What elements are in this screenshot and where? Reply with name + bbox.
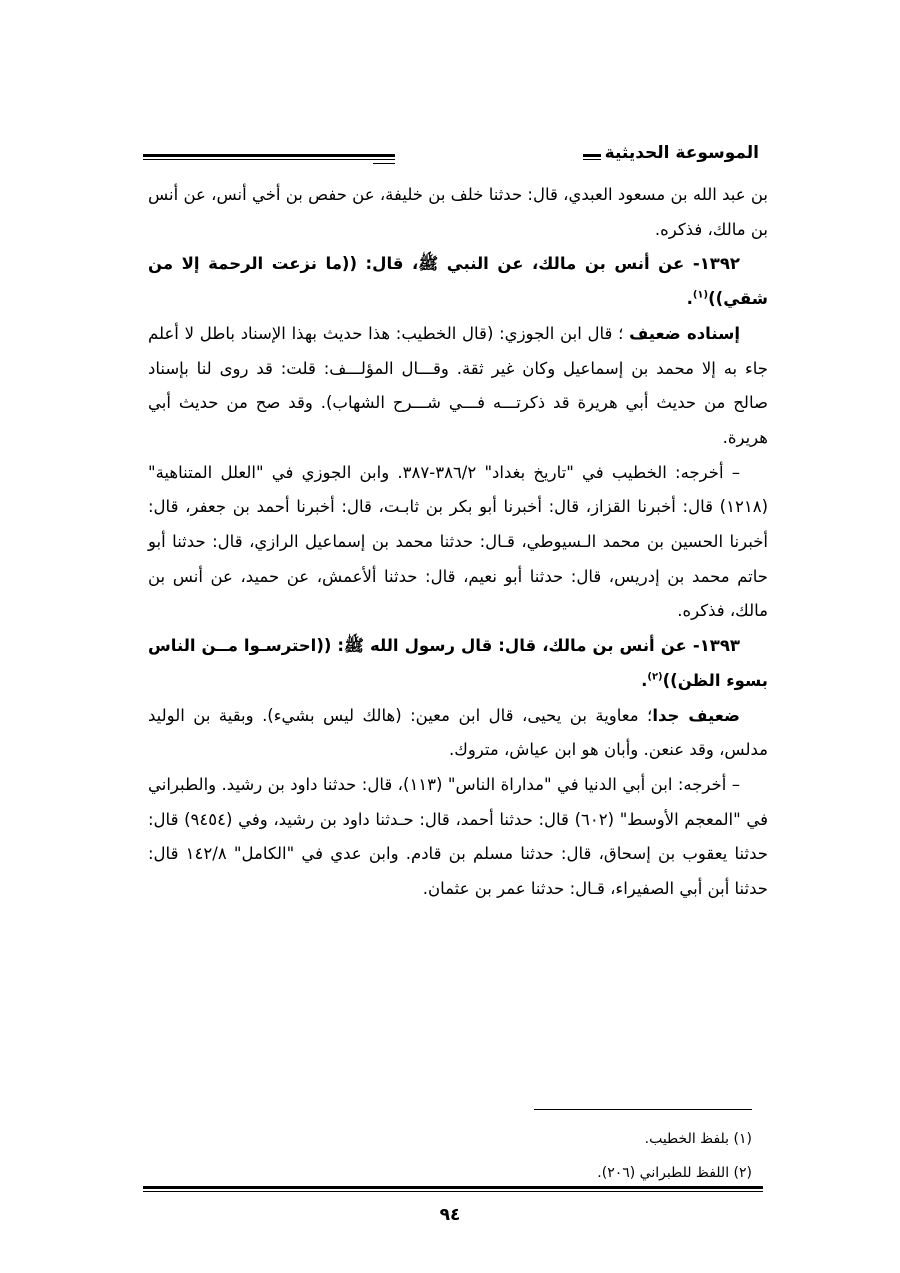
footnote-item: [132, 1156, 752, 1190]
footnote-marker: (١): [733, 1131, 752, 1147]
grading-label: إسناده ضعيف: [629, 323, 740, 343]
grading-paragraph: [148, 317, 768, 456]
paragraph-text: بن عبد الله بن مسعود العبدي، قال: حدثنا خلف بن خليفة، عن حفص بن أخي أنس، عن أنس بن مالك، فذكره.: [148, 185, 768, 239]
paragraph-continuation: [148, 178, 768, 247]
footnote-marker: (٢): [733, 1165, 752, 1181]
grading-paragraph: [148, 699, 768, 768]
main-text: [148, 178, 768, 907]
footnote-item: [132, 1122, 752, 1156]
takhrij-paragraph: [148, 456, 768, 630]
hadith-text: ١٣٩٣- عن أنس بن مالك، قال: قال رسول الله ﷺ: ((احترسـوا مــن الناس بسوء الظن)): [148, 636, 768, 690]
hadith-end: .: [686, 289, 693, 309]
header-rule-left-segment: [373, 154, 395, 164]
page-number: ٩٤: [439, 1205, 461, 1225]
footnote-ref[interactable]: (١): [692, 289, 709, 301]
header-title: الموسوعة الحديثية: [601, 140, 763, 166]
takhrij-text: – أخرجه: الخطيب في "تاريخ بغداد" ٣٨٦/٢-٣٨٧. وابن الجوزي في "العلل المتناهية" (١٢١٨) قال: أخبرنا القزاز، قال: أخبرنا أبو بكر بن ثابـت، قال: أخبرنا أحمد بن جعفر، قال: أخبرنا الحسين بن محمد الـسيوطي، قـال: حدثنا محمد بن إسماعيل الرازي، قال: حدثنا أبو حاتم محمد بن إدريس، قال: حدثنا أبو نعيم، قال: حدثنا ألأعمش، عن حميد، عن أنس بن مالك، فذكره.: [148, 462, 768, 621]
footnote-text: اللفظ للطبراني (٢٠٦).: [597, 1165, 734, 1181]
footnote-separator: [534, 1109, 752, 1110]
footnote-ref[interactable]: (٢): [647, 671, 663, 683]
hadith-end: .: [641, 670, 648, 690]
grading-label: ضعيف جدا: [652, 705, 740, 725]
takhrij-text: – أخرجه: ابن أبي الدنيا في "مداراة الناس" (١١٣)، قال: حدثنا داود بن رشيد. والطبراني في "المعجم الأوسط" (٦٠٢) قال: حدثنا أحمد، قال: حـدثنا داود بن رشيد، وفي (٩٤٥٤) قال: حدثنا يعقوب بن إسحاق، قال: حدثنا مسلم بن قادم. وابن عدي في "الكامل" ١٤٢/٨ قال: حدثنا أبن أبي الصفيراء، قـال: حدثنا عمر بن عثمان.: [148, 774, 768, 899]
grading-text: ؛ معاوية بن يحيى، قال ابن معين: (هالك ليس بشيء). وبقية بن الوليد مدلس، وقد عنعن. وأبان هو ابن عياش، متروك.: [148, 705, 768, 760]
takhrij-paragraph: [148, 768, 768, 907]
grading-text: ؛ قال ابن الجوزي: (قال الخطيب: هذا حديث بهذا الإسناد باطل لا أعلم جاء به إلا محمد بن إسماعيل وكان غير ثقة. وقـــال المؤلـــف: قلت: قد روى لنا بإسناد صالح من حديث أبي هريرة قد ذكرتـــه فـــي شـــرح الشهاب). وقد صح من حديث أبي هريرة.: [148, 323, 768, 447]
hadith-1393: [148, 629, 768, 698]
footnotes: [132, 1122, 752, 1190]
header-gap: [395, 150, 583, 164]
hadith-1392: [148, 247, 768, 316]
footnote-text: بلفظ الخطيب.: [644, 1131, 734, 1147]
hadith-text: ١٣٩٢- عن أنس بن مالك، عن النبي ﷺ، قال: ((ما نزعت الرحمة إلا من شقي)): [148, 254, 768, 309]
running-header: [143, 140, 763, 170]
bottom-rule: [143, 1186, 763, 1192]
